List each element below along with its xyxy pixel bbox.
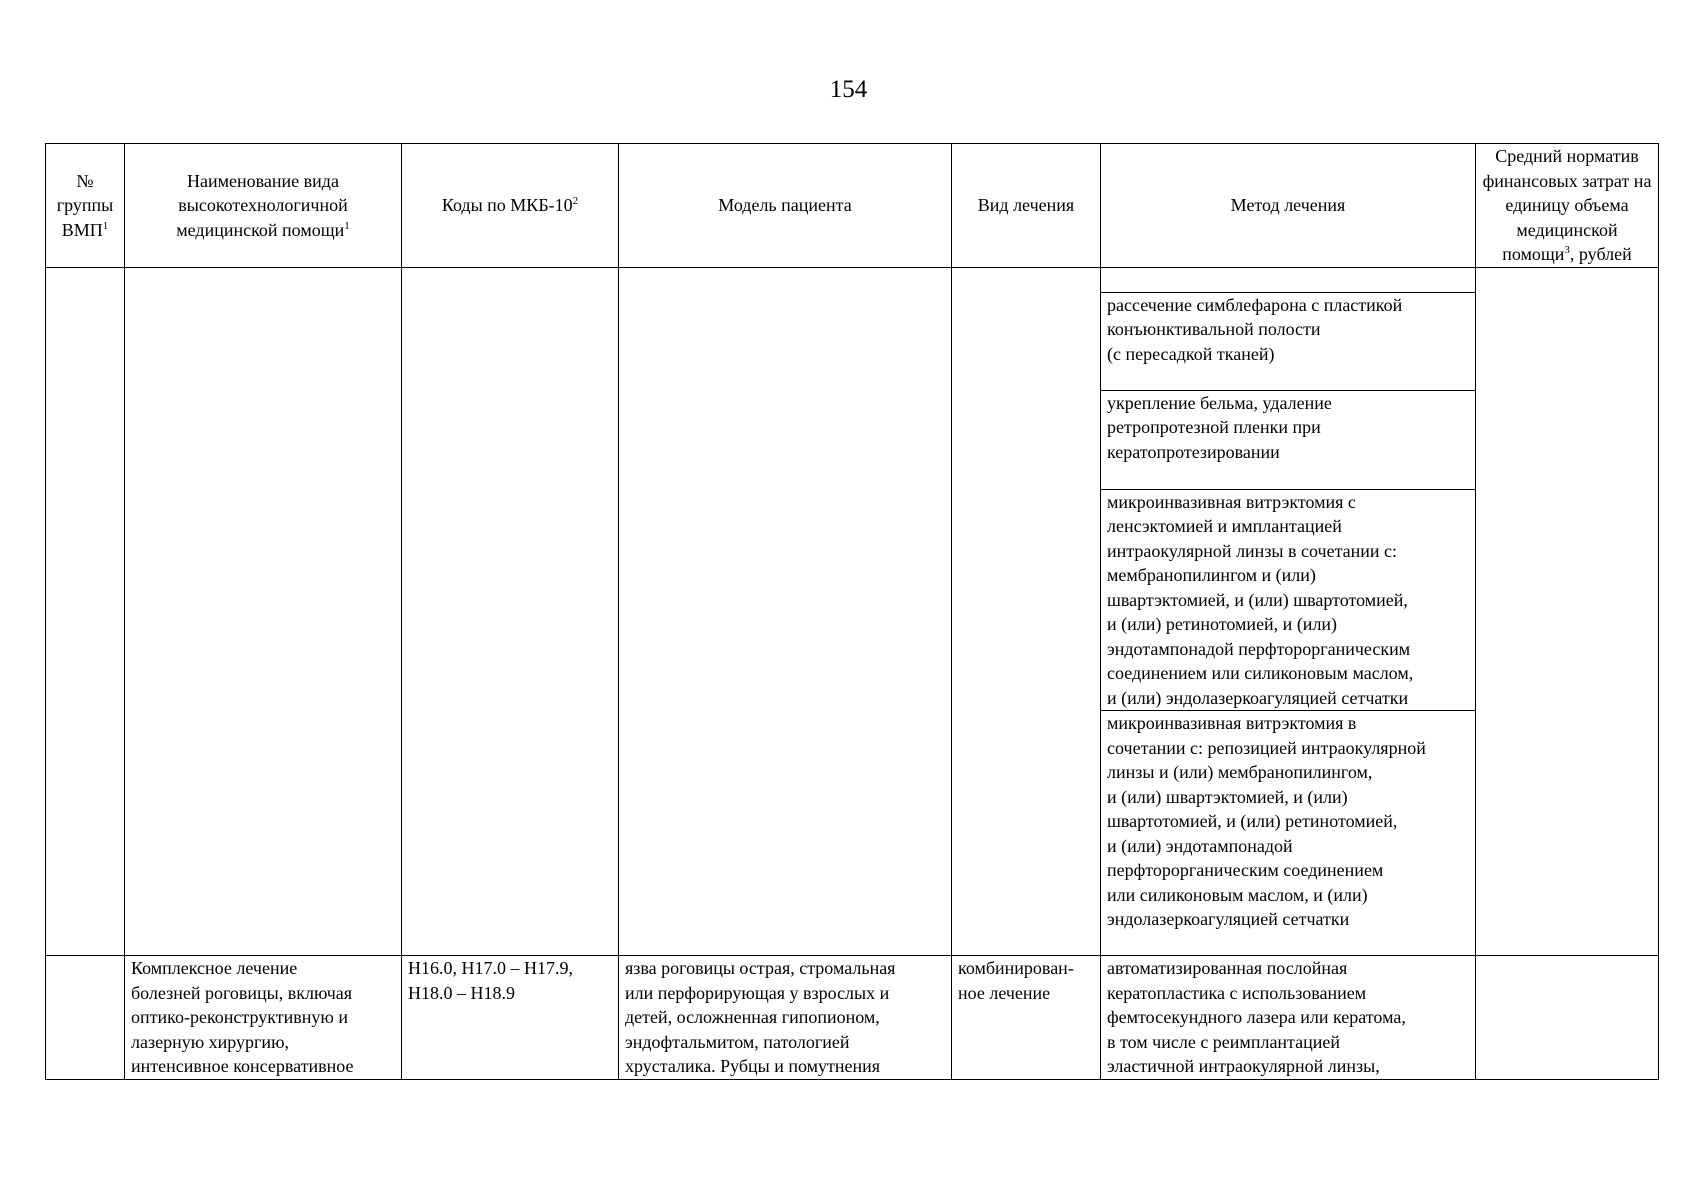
- cell-treatment-type: [952, 267, 1101, 956]
- method-item: микроинвазивная витрэктомия с ленсэктомией и имплантацией интраокулярной линзы в сочетании с: мембранопилингом и (или) швартэктомией, и (или) швартотомией, и (или) ретинотомией, и (или) эндотампонадой перфторорганическим соединением или силиконовым маслом, и (или) эндолазеркоагуляцией сетчатки: [1101, 489, 1475, 711]
- method-item-empty: [1101, 268, 1475, 293]
- header-icd-codes: Коды по МКБ-$10^2$: [402, 144, 619, 268]
- cell-treatment-methods: [1101, 267, 1476, 956]
- header-average-cost: Средний норматив финансовых затрат на единицу объема медицинской помощи$^3$, рублей: [1476, 144, 1659, 268]
- cell-care-type-name: [125, 267, 402, 956]
- cell-icd-codes: H16.0, H17.0 – H17.9, H18.0 – H18.9: [402, 956, 619, 1080]
- header-group-number: № группы ВМП$^1$: [46, 144, 125, 268]
- method-item: укрепление бельма, удаление ретропротезной пленки при кератопротезировании: [1101, 390, 1475, 489]
- page-number: 154: [829, 76, 868, 103]
- header-care-type-name: Наименование вида высокотехнологичной медицинской помощи$^1$: [125, 144, 402, 268]
- cell-group-number: [46, 956, 125, 1080]
- method-item: микроинвазивная витрэктомия в сочетании с: репозицией интраокулярной линзы и (или) мембранопилингом, и (или) швартэктомией, и (или) швартотомией, и (или) ретинотомией, и (или) эндотампонадой перфторорганическим соединением или силиконовым маслом, и (или) эндолазеркоагуляцией сетчатки: [1101, 711, 1475, 956]
- table-row: [46, 956, 1659, 1080]
- cell-average-cost: [1476, 267, 1659, 956]
- cell-icd-codes: [402, 267, 619, 956]
- cell-treatment-method: автоматизированная послойная кератопластика с использованием фемтосекундного лазера или кератома, в том числе с реимплантацией эластичной интраокулярной линзы,: [1101, 956, 1476, 1080]
- cell-patient-model: [619, 267, 952, 956]
- cell-treatment-type: комбинирован- ное лечение: [952, 956, 1101, 1080]
- header-treatment-type: Вид лечения: [952, 144, 1101, 268]
- table-header-row: [46, 144, 1659, 268]
- cell-average-cost: [1476, 956, 1659, 1080]
- method-item: рассечение симблефарона с пластикой конъюнктивальной полости (с пересадкой тканей): [1101, 292, 1475, 390]
- cell-patient-model: язва роговицы острая, стромальная или перфорирующая у взрослых и детей, осложненная гипопионом, эндофтальмитом, патологией хрусталика. Рубцы и помутнения: [619, 956, 952, 1080]
- vmp-table: [45, 143, 1659, 1080]
- cell-group-number: [46, 267, 125, 956]
- header-treatment-method: Метод лечения: [1101, 144, 1476, 268]
- header-patient-model: Модель пациента: [619, 144, 952, 268]
- cell-care-type-name: Комплексное лечение болезней роговицы, включая оптико-реконструктивную и лазерную хирургию, интенсивное консервативное: [125, 956, 402, 1080]
- methods-subtable: [1101, 268, 1475, 956]
- table-row-continued: [46, 267, 1659, 956]
